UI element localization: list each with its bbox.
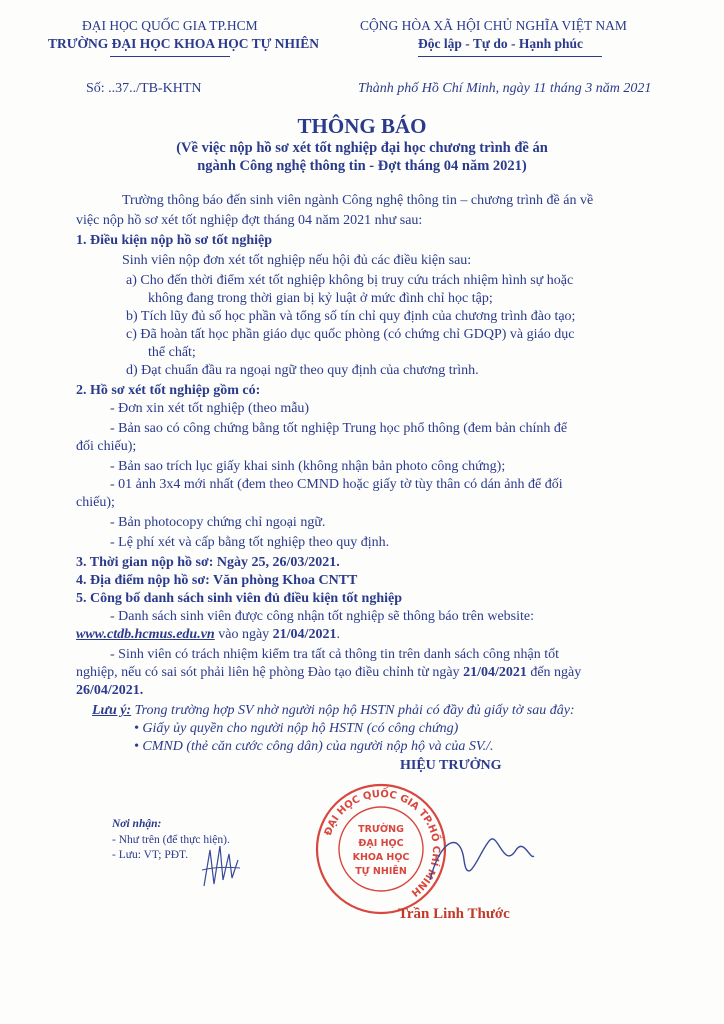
intro-line-1: Trường thông báo đến sinh viên ngành Công nghệ thông tin – chương trình đề án về	[122, 193, 594, 208]
section-5-para-2-start: nghiệp, nếu có sai sót phải liên hệ phòng Đào tạo điều chỉnh từ ngày	[76, 665, 464, 680]
signer-title: HIỆU TRƯỞNG	[400, 758, 502, 773]
header-right-underline	[418, 56, 602, 57]
correction-start-date: 21/04/2021	[463, 665, 527, 680]
section-1-item-b: b) Tích lũy đủ số học phần và tổng số tín chỉ quy định của chương trình đào tạo;	[126, 309, 576, 324]
director-signature	[420, 820, 540, 900]
section-2-item-2-cont: đối chiếu);	[76, 439, 137, 454]
section-5-para-1-cont	[76, 626, 340, 644]
initial-signature	[198, 840, 244, 888]
section-4-label: 4. Địa điểm nộp hồ sơ:	[76, 573, 210, 588]
section-2-item-6: - Lệ phí xét và cấp bằng tốt nghiệp theo quy định.	[110, 535, 390, 550]
ministry-name: ĐẠI HỌC QUỐC GIA TP.HCM	[82, 18, 258, 33]
section-2-heading: 2. Hồ sơ xét tốt nghiệp gồm có:	[76, 383, 261, 398]
section-1-item-d: d) Đạt chuẩn đầu ra ngoại ngữ theo quy định của chương trình.	[126, 363, 479, 378]
document-title: THÔNG BÁO	[297, 114, 427, 138]
section-3	[76, 554, 340, 572]
note	[92, 702, 575, 720]
nation-motto: Độc lập - Tự do - Hạnh phúc	[418, 36, 584, 51]
section-5-para-2: - Sinh viên có trách nhiệm kiểm tra tất cả thông tin trên danh sách công nhận tốt	[110, 647, 560, 662]
intro-line-2: việc nộp hồ sơ xét tốt nghiệp đợt tháng 04 năm 2021 như sau:	[76, 213, 423, 228]
section-5-para-1: - Danh sách sinh viên được công nhận tốt nghiệp sẽ thông báo trên website:	[110, 609, 535, 624]
section-3-value: Ngày 25, 26/03/2021.	[213, 555, 340, 570]
section-2-item-2: - Bản sao có công chứng bằng tốt nghiệp Trung học phổ thông (đem bản chính để	[110, 421, 568, 436]
recipients-line-1: - Như trên (để thực hiện).	[112, 834, 230, 846]
document-number: Số: ..37../TB-KHTN	[86, 81, 202, 96]
section-4-value: Văn phòng Khoa CNTT	[209, 573, 358, 588]
stamp-center-3: KHOA HỌC	[352, 852, 410, 863]
nation-name: CỘNG HÒA XÃ HỘI CHỦ NGHĨA VIỆT NAM	[360, 18, 627, 33]
section-3-label: 3. Thời gian nộp hồ sơ:	[76, 555, 214, 570]
section-5-para-2-cont	[76, 664, 581, 682]
correction-end-date: 26/04/2021.	[76, 683, 144, 698]
section-2-item-3: - Bản sao trích lục giấy khai sinh (không nhận bản photo công chứng);	[110, 459, 506, 474]
section-1-item-c: c) Đã hoàn tất học phần giáo dục quốc phòng (có chứng chỉ GDQP) và giáo dục	[126, 327, 575, 342]
section-1-heading: 1. Điều kiện nộp hồ sơ tốt nghiệp	[76, 233, 273, 248]
school-name: TRƯỜNG ĐẠI HỌC KHOA HỌC TỰ NHIÊN	[48, 36, 320, 51]
section-5-para-1-end: .	[336, 627, 340, 642]
stamp-ring-text: ĐẠI HỌC QUỐC GIA TP.HỒ CHÍ MINH	[322, 788, 442, 899]
document-subtitle-2: ngành Công nghệ thông tin - Đợt tháng 04 năm 2021)	[197, 158, 527, 174]
section-1-item-a: a) Cho đến thời điểm xét tốt nghiệp không bị truy cứu trách nhiệm hình sự hoặc	[126, 273, 574, 288]
section-4	[76, 572, 357, 590]
section-1-item-a-cont: không đang trong thời gian bị kỷ luật ở mức đình chỉ học tập;	[148, 291, 493, 306]
website-link[interactable]: www.ctdb.hcmus.edu.vn	[76, 627, 215, 642]
signer-name: Trần Linh Thước	[398, 906, 510, 922]
stamp-center-1: TRƯỜNG	[358, 824, 404, 835]
stamp-center-4: TỰ NHIÊN	[355, 866, 407, 877]
recipients-line-2: - Lưu: VT; PĐT.	[112, 849, 189, 861]
section-1-lead: Sinh viên nộp đơn xét tốt nghiệp nếu hội đủ các điều kiện sau:	[122, 253, 472, 268]
section-2-item-1: - Đơn xin xét tốt nghiệp (theo mẫu)	[110, 401, 310, 416]
section-2-item-5: - Bản photocopy chứng chỉ ngoại ngữ.	[110, 515, 326, 530]
note-item-2: • CMND (thẻ căn cước công dân) của người nộp hộ và của SV./.	[134, 739, 494, 754]
header-left-underline	[110, 56, 230, 57]
note-label: Lưu ý:	[92, 703, 132, 718]
note-text: Trong trường hợp SV nhờ người nộp hộ HSTN phải có đầy đủ giấy tờ sau đây:	[131, 703, 575, 718]
section-5-heading: 5. Công bố danh sách sinh viên đủ điều kiện tốt nghiệp	[76, 591, 402, 606]
section-1-item-c-cont: thể chất;	[148, 345, 196, 360]
section-5-para-2-mid: đến ngày	[526, 665, 582, 680]
stamp-center-2: ĐẠI HỌC	[358, 838, 404, 849]
section-2-item-4: - 01 ảnh 3x4 mới nhất (đem theo CMND hoặc giấy tờ tùy thân có dán ảnh để đối	[110, 477, 563, 492]
section-2-item-4-cont: chiếu);	[76, 495, 115, 510]
note-item-1: • Giấy ủy quyền cho người nộp hộ HSTN (có công chứng)	[134, 721, 459, 736]
recipients-label: Nơi nhận:	[112, 818, 162, 830]
section-5-para-1-mid: vào ngày	[214, 627, 273, 642]
announce-date: 21/04/2021	[272, 627, 337, 642]
place-date: Thành phố Hồ Chí Minh, ngày 11 tháng 3 năm 2021	[358, 81, 652, 96]
document-subtitle-1: (Về việc nộp hồ sơ xét tốt nghiệp đại học chương trình đề án	[176, 140, 548, 156]
